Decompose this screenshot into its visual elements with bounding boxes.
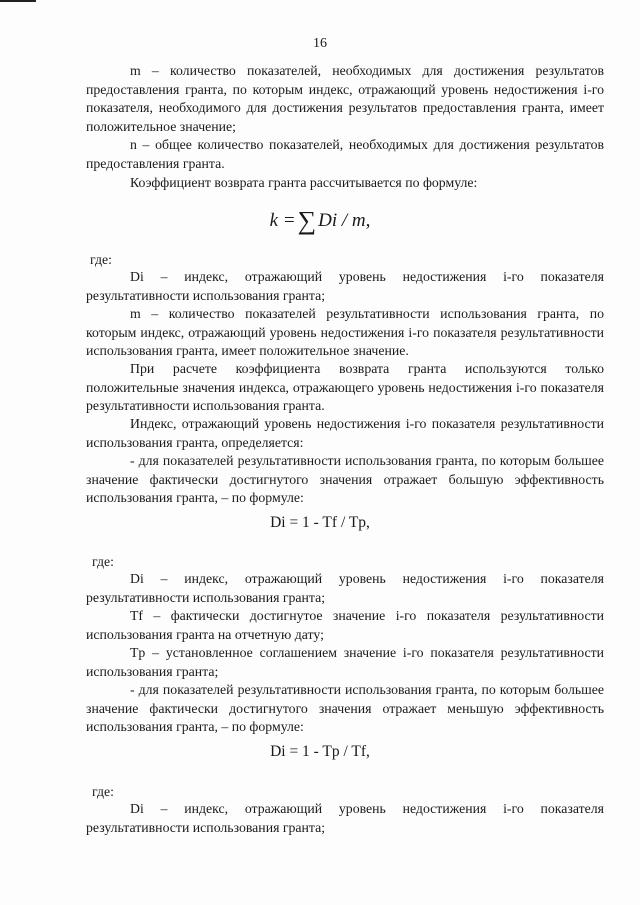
paragraph-coef-intro: Коэффициент возврата гранта рассчитывается по формуле: [130, 175, 478, 190]
paragraph-positive-values: При расчете коэффициента возврата гранта используются только положительные значения индекса, отражающего уровень недостижения i-го показателя результативности использования гранта. [86, 361, 604, 413]
top-rule [0, 0, 36, 2]
definition-m-2: m – количество показателей результативности использования гранта, по которым индекс, отражающий уровень недостижения i-го показателя результативности использования гранта, имеет положительное значение. [86, 306, 604, 358]
where-label-2: где: [92, 554, 114, 569]
formula-di-1: Di = 1 - Tf / Tp, [270, 514, 370, 531]
page-number: 16 [313, 36, 327, 51]
formula-k-left: k = [269, 210, 296, 231]
formula-di-2: Di = 1 - Tp / Tf, [270, 743, 370, 760]
where-label-1: где: [90, 252, 112, 267]
paragraph-index-definition: Индекс, отражающий уровень недостижения i-го показателя результативности использования гранта, определяется: [86, 416, 604, 450]
paragraph-n-definition: n – общее количество показателей, необходимых для достижения результатов предоставления гранта. [86, 137, 604, 171]
sigma-symbol: ∑ [297, 206, 317, 235]
definition-tf: Tf – фактически достигнутое значение i-го показателя результативности использования гранта на отчетную дату; [86, 608, 604, 642]
bullet-larger-worse: - для показателей результативности использования гранта, по которым большее значение фактически достигнутого значения отражает меньшую эффективность использования гранта, – по формуле: [86, 682, 604, 734]
formula-k [0, 206, 640, 236]
definition-di-2: Di – индекс, отражающий уровень недостижения i-го показателя результативности использования гранта; [86, 571, 604, 605]
definition-tp: Tp – установленное соглашением значение i-го показателя результативности использования гранта; [86, 645, 604, 679]
paragraph-m-definition: m – количество показателей, необходимых для достижения результатов предоставления гранта, по которым индекс, отражающий уровень недостижения i-го показателя, необходимого для достижения результатов предоставления гранта, имеет положительное значение; [86, 63, 604, 134]
definition-di-1: Di – индекс, отражающий уровень недостижения i-го показателя результативности использования гранта; [86, 269, 604, 303]
formula-k-right: Di / m, [318, 210, 371, 231]
bullet-larger-better: - для показателей результативности использования гранта, по которым большее значение фактически достигнутого значения отражает большую эффективность использования гранта, – по формуле: [86, 453, 604, 505]
where-label-3: где: [92, 784, 114, 799]
definition-di-3: Di – индекс, отражающий уровень недостижения i-го показателя результативности использования гранта; [86, 801, 604, 835]
